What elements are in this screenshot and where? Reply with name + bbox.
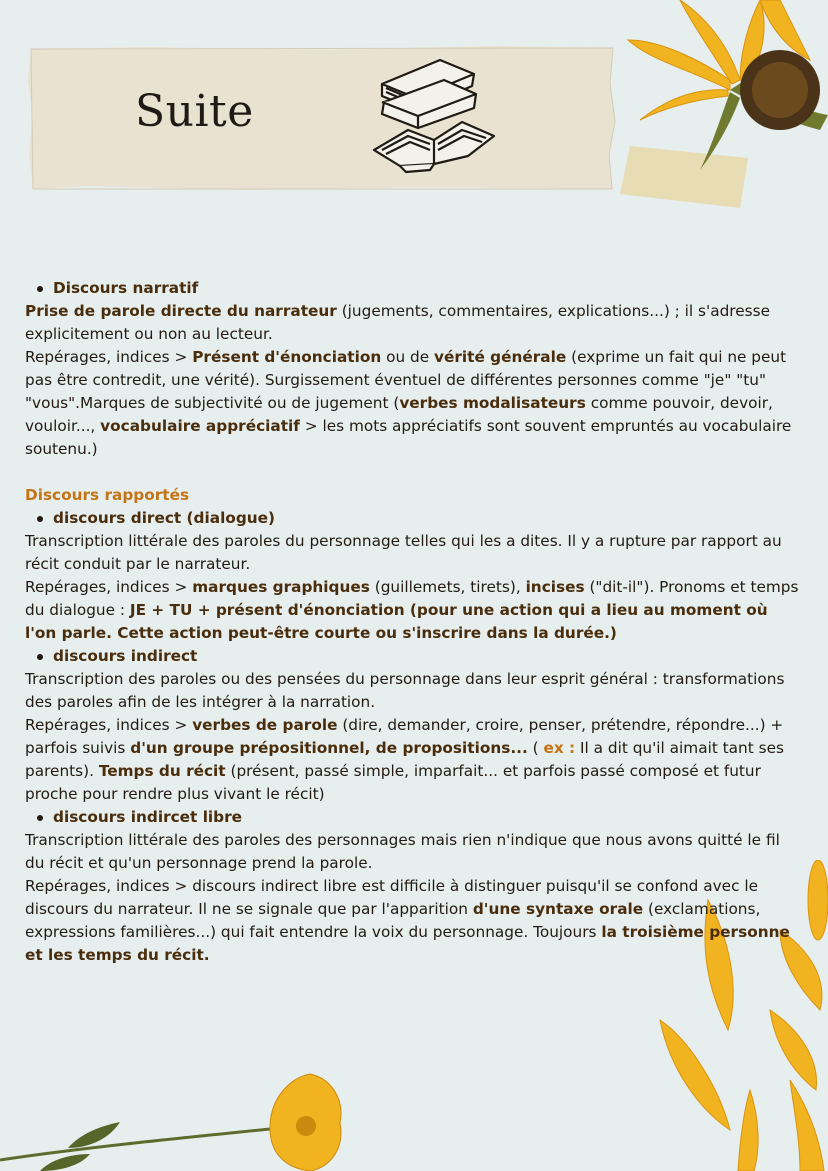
bold-text: la troisième personne et les temps du récit. [25,923,790,964]
page-title: Suite [135,86,254,137]
text-run: ("dit-il"). Pronoms et temps du dialogue : [25,578,799,619]
bold-text: Temps du récit [98,762,226,780]
text-run: ( [527,739,544,757]
bold-text: JE + TU + présent d'énonciation (pour une action qui a lieu au moment où l'on parle. Cette action peut-être courte ou s'inscrire dans la durée.) [25,601,768,642]
bullet-heading: discours direct (dialogue) [25,507,800,530]
paragraph [25,714,800,806]
books-icon [368,52,500,178]
text-run: Transcription littérale des paroles du personnage telles qui les a dites. Il y a rupture par rapport au récit conduit par le narrateur. [25,532,782,573]
paragraph [25,346,800,461]
bullet-heading: discours indircet libre [25,806,800,829]
text-run: Transcription littérale des paroles des personnages mais rien n'indique que nous avons quitté le fil du récit et qu'un personnage prend la parole. [25,831,780,872]
bold-text: vérité générale [434,348,567,366]
paper-banner [27,43,617,193]
bold-text: vocabulaire appréciatif [100,417,300,435]
text-run: Repérages, indices > discours indirect libre est difficile à distinguer puisqu'il se confond avec le discours du narrateur. Il ne se signale que par l'apparition [25,877,759,918]
bold-text: verbes modalisateurs [399,394,586,412]
bold-text: marques graphiques [192,578,370,596]
flower-stem-decoration [0,1068,350,1171]
paragraph [25,300,800,346]
text-run: comme pouvoir, devoir, vouloir..., [25,394,773,435]
text-run: (présent, passé simple, imparfait... et parfois passé composé et futur proche pour rendre plus vivant le récit) [25,762,761,803]
paragraph [25,668,800,714]
bold-text: d'une syntaxe orale [472,900,644,918]
bullet-heading: Discours narratif [25,277,800,300]
text-run: Repérages, indices > [25,716,193,734]
text-run: (exclamations, expressions familières...) qui fait entendre la voix du personnage. Toujours [25,900,761,941]
sunflower-decoration [620,0,828,180]
paragraph [25,576,800,645]
text-run: Transcription des paroles ou des pensées du personnage dans leur esprit général : transformations des paroles afin de les intégrer à la narration. [25,670,785,711]
text-run: ou de [381,348,434,366]
paragraph [25,875,800,967]
paragraph [25,829,800,875]
text-run: (jugements, commentaires, explications...) ; il s'adresse explicitement ou non au lecteur. [25,302,771,343]
text-run: > les mots appréciatifs sont souvent empruntés au vocabulaire soutenu.) [25,417,792,458]
bold-text: incises [525,578,585,596]
accent-text: ex : [543,739,576,757]
text-run: (exprime un fait qui ne peut pas être contredit, une vérité). Surgissement éventuel de différentes personnes comme "je" "tu" "vous".Marques de subjectivité ou de jugement ( [25,348,787,412]
text-run: Il a dit qu'il aimait tant ses parents). [25,739,784,780]
bold-text: Prise de parole directe du narrateur [25,302,337,320]
text-run: (guillemets, tirets), [369,578,526,596]
bullet-heading: discours indirect [25,645,800,668]
bold-text: verbes de parole [192,716,338,734]
paragraph [25,530,800,576]
bold-text: Présent d'énonciation [192,348,382,366]
text-run: (dire, demander, croire, penser, prétendre, répondre...) + parfois suivis [25,716,784,757]
bold-text: d'un groupe prépositionnel, de propositions... [130,739,528,757]
text-run: Repérages, indices > [25,348,193,366]
section-heading: Discours rapportés [25,486,190,504]
document-body [25,277,800,967]
text-run: Repérages, indices > [25,578,193,596]
